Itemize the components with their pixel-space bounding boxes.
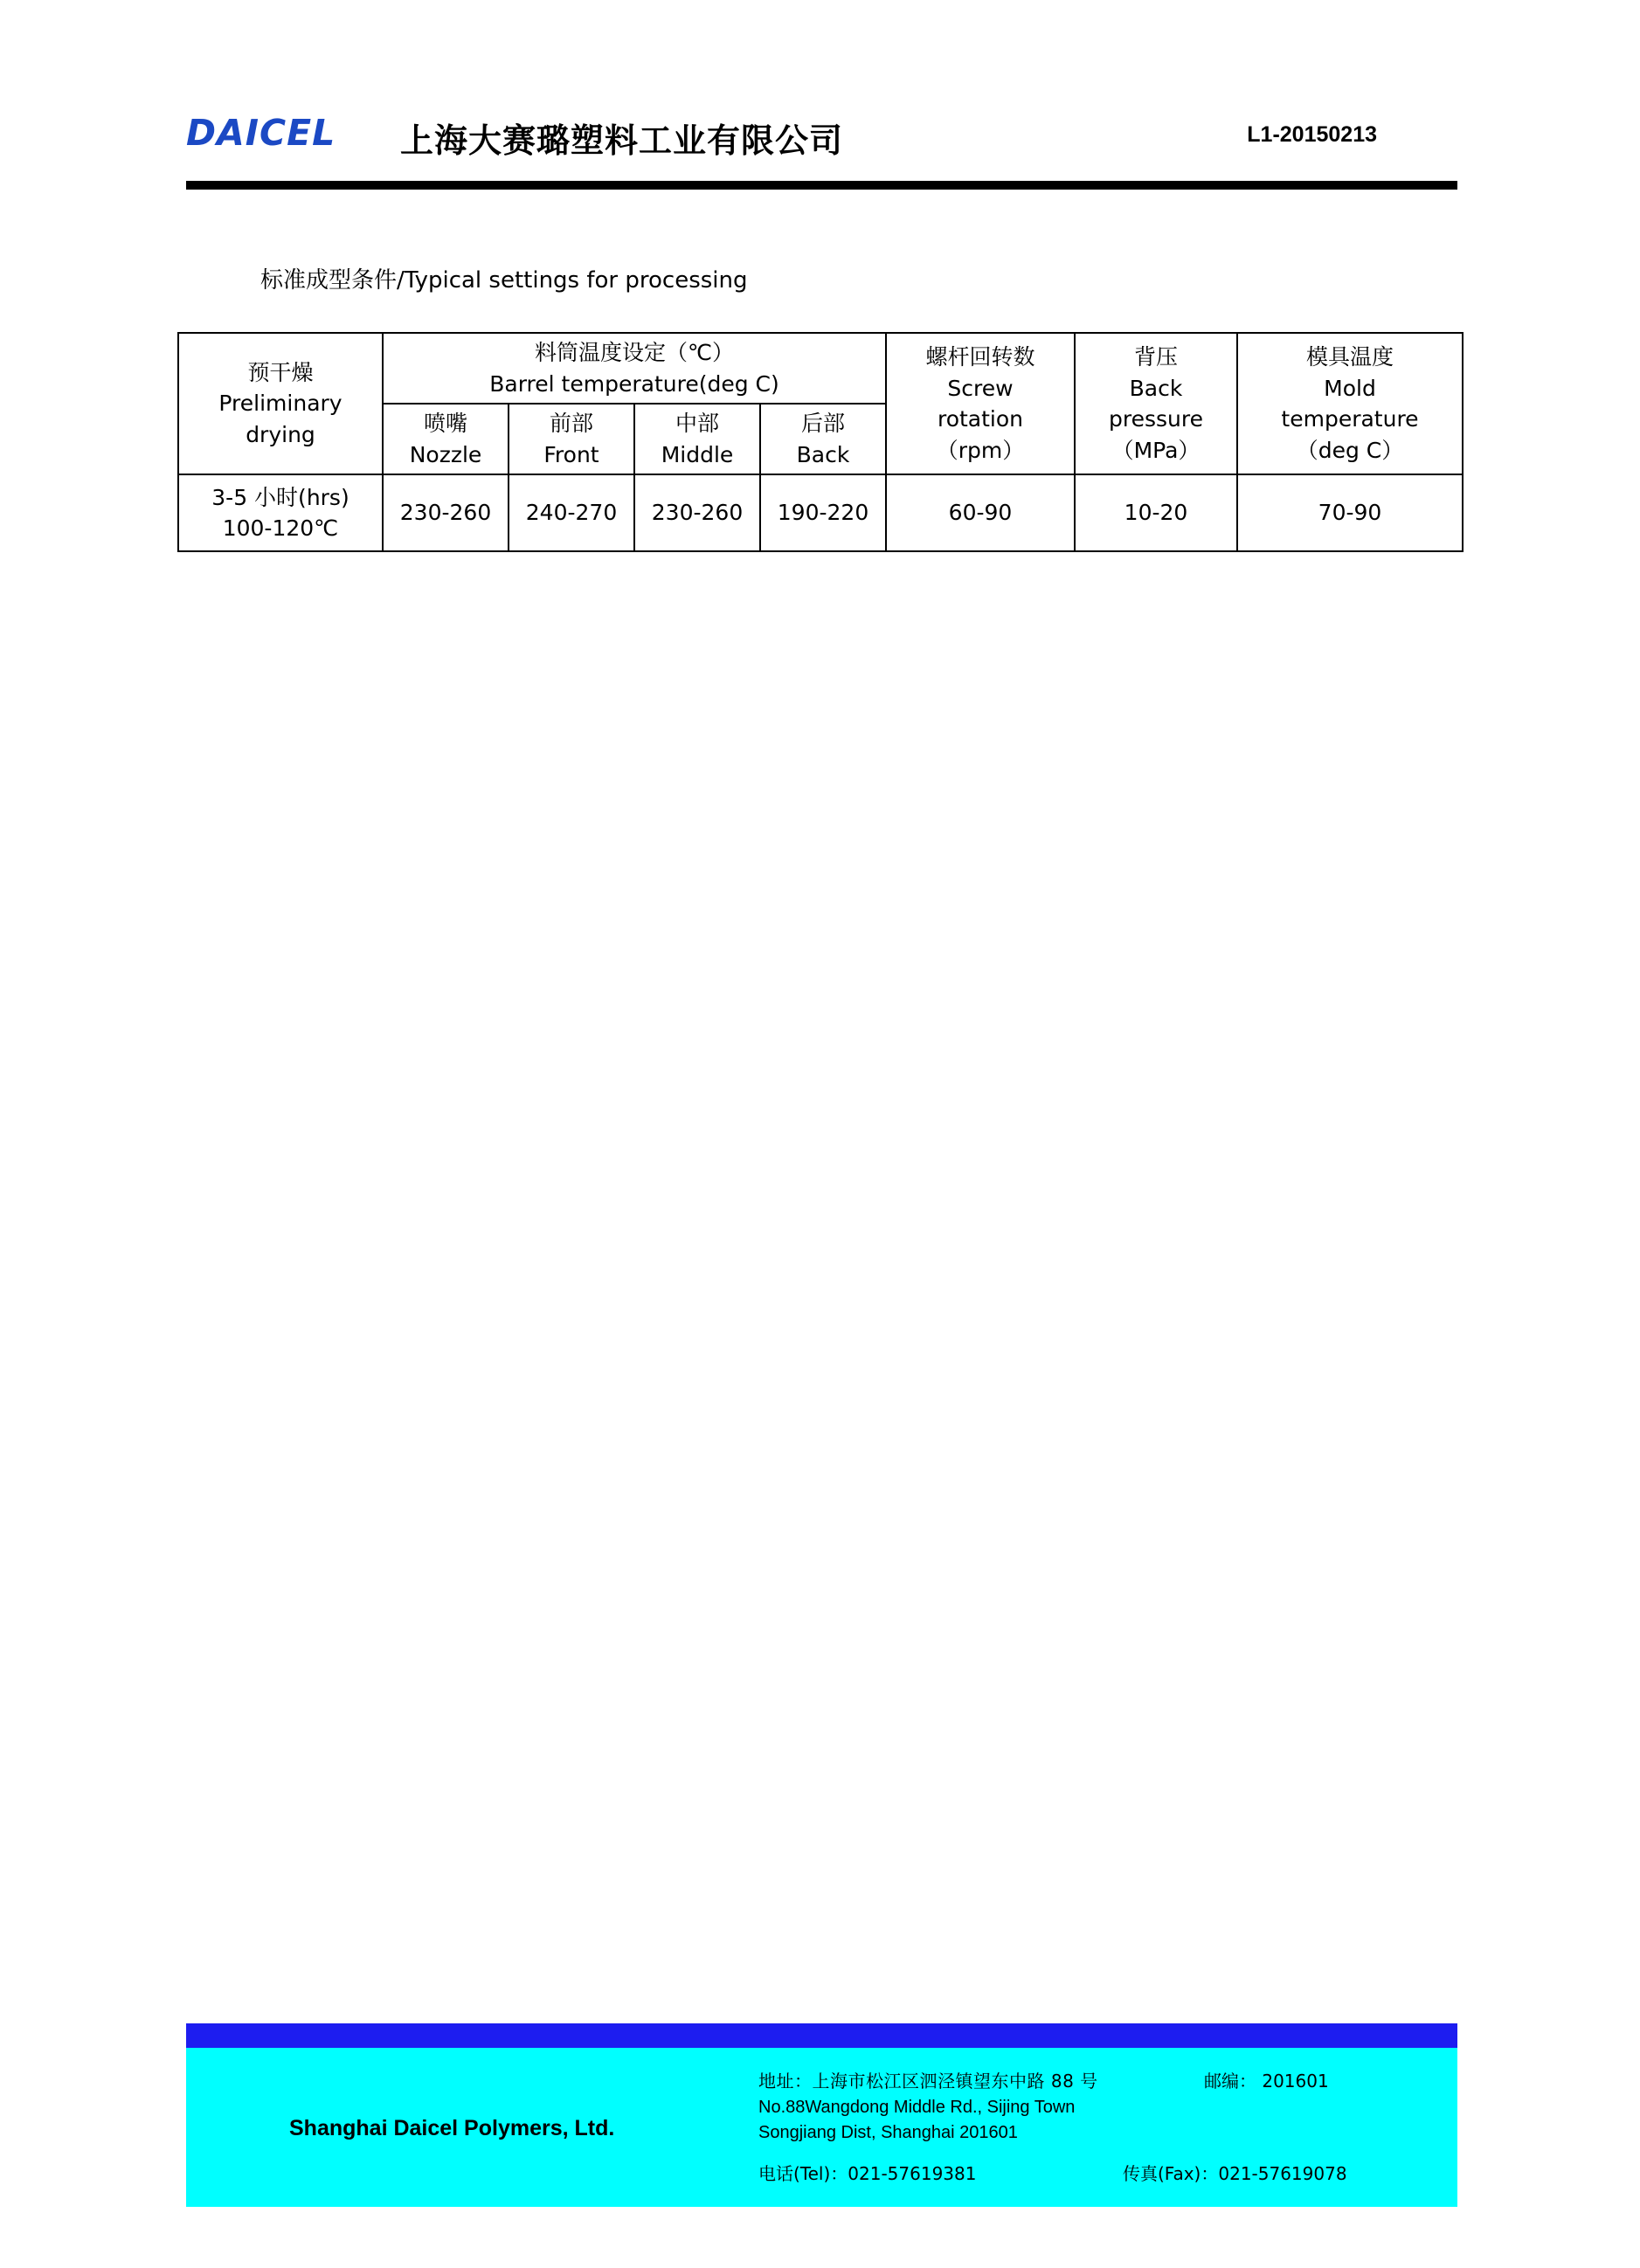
typical-settings-table (177, 332, 1464, 552)
header-middle-en: Middle (661, 441, 734, 467)
footer-zip-code: 邮编： 201601 (1204, 2071, 1329, 2092)
header-preliminary-drying-en2: drying (246, 421, 315, 447)
company-name-cn: 上海大赛璐塑料工业有限公司 (400, 121, 844, 160)
header-mold-temperature-cn: 模具温度 (1305, 344, 1394, 370)
cell-front: 240-270 (509, 474, 634, 551)
header-nozzle-cn: 喷嘴 (423, 411, 467, 436)
header-screw-rotation-cn: 螺杆回转数 (925, 344, 1035, 370)
header-screw-rotation-en1: Screw (947, 375, 1014, 401)
header-front-cn: 前部 (549, 411, 593, 436)
daicel-logo (186, 112, 336, 154)
footer-address-cn: 地址：上海市松江区泗泾镇望东中路 88 号 (758, 2071, 1098, 2092)
header-barrel-temperature-cn: 料筒温度设定（℃） (534, 340, 735, 365)
footer-company-name: Shanghai Daicel Polymers, Ltd. (289, 2116, 615, 2140)
cell-screw-rotation: 60-90 (886, 474, 1075, 551)
cell-back-pressure: 10-20 (1075, 474, 1237, 551)
cell-back: 190-220 (760, 474, 886, 551)
header-nozzle-en: Nozzle (409, 441, 482, 467)
footer-accent-bar (186, 2023, 1457, 2048)
header-middle-cn: 中部 (675, 411, 719, 436)
cell-mold-temperature: 70-90 (1237, 474, 1463, 551)
table-row (178, 474, 1463, 551)
header-mold-temperature-en1: Mold (1324, 375, 1376, 401)
header-divider (186, 181, 1457, 190)
header-back-en: Back (796, 441, 850, 467)
footer-fax: 传真(Fax)：021-57619078 (1123, 2163, 1347, 2184)
cell-middle: 230-260 (634, 474, 760, 551)
cell-preliminary-drying-line1: 3-5 小时(hrs) (211, 484, 349, 510)
cell-nozzle: 230-260 (383, 474, 509, 551)
footer-telephone: 电话(Tel)：021-57619381 (758, 2163, 977, 2184)
cell-preliminary-drying (178, 474, 383, 551)
logo-text: DAICEL (186, 112, 336, 154)
header-back-pressure-en2: pressure (1109, 406, 1203, 432)
header-back-pressure-unit: （MPa） (1111, 437, 1201, 463)
header-mold-temperature-unit: （deg C） (1296, 437, 1404, 463)
header-mold-temperature (1237, 333, 1463, 474)
document-code: L1-20150213 (1247, 122, 1377, 147)
footer-content (186, 2048, 1457, 2207)
header-preliminary-drying (178, 333, 383, 474)
page-title: 标准成型条件/Typical settings for processing (260, 267, 748, 294)
table-header-row-1 (178, 333, 1463, 404)
header-front (509, 404, 634, 474)
settings-table-wrapper (177, 332, 1464, 552)
header-mold-temperature-en2: temperature (1281, 406, 1419, 432)
header-back-pressure-cn: 背压 (1133, 344, 1178, 370)
header-back (760, 404, 886, 474)
header-screw-rotation-en2: rotation (937, 406, 1024, 432)
header-front-en: Front (543, 441, 599, 467)
footer-address-en-line1: No.88Wangdong Middle Rd., Sijing Town (758, 2098, 1076, 2117)
document-header (186, 105, 1457, 175)
header-back-cn: 后部 (800, 411, 845, 436)
header-barrel-temperature-en: Barrel temperature(deg C) (489, 370, 779, 397)
header-nozzle (383, 404, 509, 474)
header-back-pressure (1075, 333, 1237, 474)
cell-preliminary-drying-line2: 100-120℃ (222, 515, 339, 541)
document-footer (186, 2023, 1457, 2207)
header-preliminary-drying-en1: Preliminary (218, 391, 343, 417)
header-screw-rotation-unit: （rpm） (936, 437, 1025, 463)
header-barrel-temperature-group (383, 333, 886, 404)
header-preliminary-drying-cn: 预干燥 (247, 359, 314, 385)
header-middle (634, 404, 760, 474)
header-back-pressure-en1: Back (1129, 375, 1183, 401)
footer-address-en-line2: Songjiang Dist, Shanghai 201601 (758, 2123, 1018, 2142)
header-screw-rotation (886, 333, 1075, 474)
